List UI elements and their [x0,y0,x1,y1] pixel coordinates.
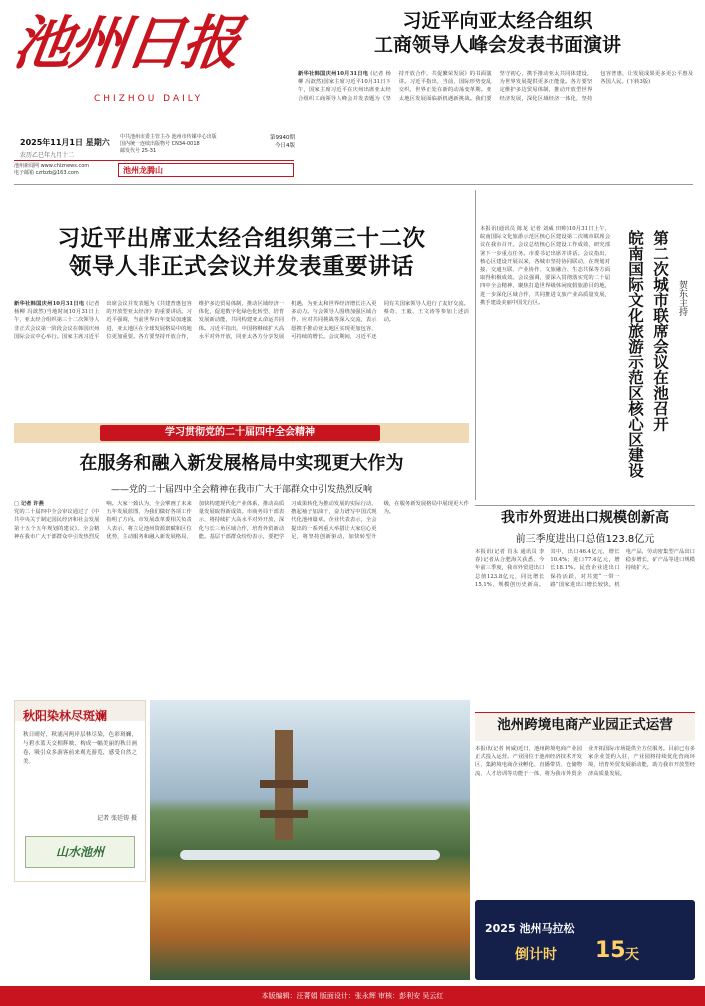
top-story-dateline: 新华社韩国庆州10月31日电 [298,71,369,77]
plenum-banner: 学习贯彻党的二十届四中全会精神 [100,425,380,441]
contact-info [14,163,114,177]
newspaper-logo: 池州日报 [9,9,243,77]
top-story [300,10,695,58]
email: 电子邮箱 czrbzb@163.com [14,170,79,176]
plenum-body: □ 记者 许燕 党的二十届四中全会审议通过了《中共中央关于制定国民经济和社会发展第十五个五年规划的建议》。全会精神在我市广大干部群众中引发热烈反响。大家一致认为，全会擘画了未来五年发展蓝图，为我们做好各项工作指明了方向。市发展改革委相关负责人表示，将立足池州资源禀赋和区位优势，主动服务和融入新发展格局，加快构建现代化产业体系，推动高质量发展取得新成效。市商务局干部表示，将持续扩大高水平对外开放，深化与长三角区域合作，培育外贸新动能。基层干部群众纷纷表示，要把学习成果转化为推动发展的实际行动，撸起袖子加油干，奋力谱写中国式现代化池州篇章。企业代表表示，全会提出的一系列重大举措让大家信心更足，将坚持创新驱动，加快转型升级，在服务新发展格局中展现更大作为。 [14,501,469,540]
section-divider [14,184,693,185]
trade-body: 本报讯(记者 肖永 通讯员 李春)记者从合肥海关获悉，今年前三季度，我市外贸进出口总值123.8亿元，同比增长15.1%，规模创历史新高。其中，出口46.4亿元，增长10.4%；进口77.4亿元，增长18.1%。民营企业进出口保持活跃，对共建“一带一路”国家进出口增长较快。机电产品、劳动密集型产品出口稳步增长，矿产品等进口规模持续扩大。 [475,549,695,588]
website: 池州新闻网 www.chiznews.com [14,163,90,169]
column-rule [475,190,476,500]
countdown-unit: 天 [625,947,639,963]
main-story-title-line1: 习近平出席亚太经合组织第三十二次 [57,226,426,252]
masthead [9,9,250,136]
countdown-days: 15 [595,938,626,963]
publisher: 中共池州市委主管主办 池州市传媒中心出版 [120,134,217,140]
plenum-subtitle: ——党的二十届四中全会精神在我市广大干部群众中引发热烈反响 [110,485,372,495]
page-count: 今日4版 [275,143,295,149]
issue-info [255,134,295,150]
top-story-title-line1: 习近平向亚太经合组织 [402,10,593,32]
post-code: 邮发代号 25-31 [120,148,157,154]
main-story-title-line2: 领导人非正式会议并发表重要讲话 [68,254,414,281]
countdown-label: 倒计时 [515,947,557,963]
main-story-body: 新华社韩国庆州10月31日电 (记者 杨柳 冯歆然)当地时间10月31日上午，亚太经合组织第三十二次领导人非正式会议第一阶段会议在韩国庆州国际会议中心举行。国家主席习近平出席会议并发表题为《共建普惠包容的开放型亚太经济》的重要讲话。习近平强调，当前世界百年变局加速演进，亚太地区在全球发展格局中的地位更加重要。各方要坚持开放合作，维护多边贸易体制，推动区域经济一体化，促进数字化绿色化转型，培育发展新动能，共同构建亚太命运共同体。习近平指出，中国将继续扩大高水平对外开放，同亚太各方分享发展机遇，为亚太和世界经济增长注入更多动力。与会领导人围绕加强区域合作、应对共同挑战等深入交流，表示愿携手推动亚太地区实现更加包容、可持续的增长。会议期间，习近平还同有关国家领导人进行了友好交流。蔡奇、王毅、王文涛等参加上述活动。 [14,301,469,340]
masthead-rule [14,160,294,161]
logo-mark: 山水池州 [25,836,135,868]
plenum-title: 在服务和融入新发展格局中实现更大作为 [79,453,404,474]
countdown-event: 2025 池州马拉松 [485,922,575,935]
photo-caption-credit: 记者 张廷铸 摄 [97,815,137,822]
trade-divider [475,505,695,506]
wechat-banner: 池州龙腾山 [118,163,294,177]
autumn-landscape-photo [150,700,470,980]
photo-caption-title: 秋阳染林尽斑斓 [23,709,108,723]
ecommerce-body: 本报讯(记者 何威)近日，池州跨境电商产业园正式投入运营。产业园位于池州经济技术开发区，集跨境电商企业孵化、直播带货、仓储物流、人才培训等功能于一体，将为我市外贸企业开拓国际市场提供全方位服务。目前已有多家企业签约入驻，产业园将持续优化营商环境，培育外贸发展新动能，助力我市开放型经济高质量发展。 [475,746,695,777]
trade-subtitle: 前三季度进出口总值123.8亿元 [515,534,655,545]
countdown-banner [475,900,695,980]
footer-bar: 本版编辑：汪菁娟 版面设计：张永辉 审核：彭利安 吴云红 [0,986,705,1006]
photo-caption-body: 秋日晴好，秋浦河两岸层林尽染，色彩斑斓，与碧水蓝天交相辉映，构成一幅美丽的秋日画卷，吸引众多游客前来观光游览，感受自然之美。 [23,732,137,765]
photo-caption-box [14,700,146,882]
main-story-dateline: 新华社韩国庆州10月31日电 [14,301,85,307]
top-story-title-line2: 工商领导人峰会发表书面演讲 [373,33,621,56]
top-story-body: 新华社韩国庆州10月31日电 (记者 杨柳 冯歆然)国家主席习近平10月31日下午，国家主席习近平在庆州出席亚太经合组织工商领导人峰会并发表题为《坚持开放合作，共促繁荣发展》的书面演讲。习近平指出，当前，国际形势变乱交织，世界正处在新的动荡变革期。亚太地区发展面临新机遇新挑战。我们要坚守初心，携手推动亚太共同体建设，为世界发展提供更多正能量。各方要坚定维护多边贸易体制，推动开放型世界经济发展，深化区域经济一体化，坚持包容普惠，让发展成果更多更公平惠及各国人民。(下转3版) [298,71,693,102]
main-story [14,225,469,281]
ecommerce-title: 池州跨境电商产业园正式运营 [497,717,673,733]
right-story-body: 本报讯(通讯员 陈龙 记者 刘威 田帅)10月31日上午，皖南国际文化旅游示范区核心区建设第二次城市联席会议在我市召开。会议总结核心区建设工作成效，研究部署下一步重点任务。市委书记出席并讲话。会议指出，核心区建设开展以来，各城市坚持协同联动，在规划对接、交通互联、产业协作、文旅融合、生态共保等方面取得积极成效。会议强调，要深入贯彻落实党的二十届四中全会精神，聚焦打造世界级休闲度假旅游目的地，进一步深化区域合作，共同推进文旅产业高质量发展，携手建设美丽中国先行区。 [480,226,610,306]
issue-number: 第9940期 [270,135,295,141]
cn-number: 国内统一连续出版物号 CN34-0018 [120,141,200,147]
right-story-title-col2: 第二次城市联席会议在池召开 [651,230,669,432]
trade-title: 我市外贸进出口规模创新高 [501,510,669,526]
plenum-byline: □ 记者 许燕 [14,501,44,507]
right-story-title-col1: 皖南国际文化旅游示范区核心区建设 [626,230,644,478]
lunar-date: 农历乙巳年九月十二 [20,152,75,159]
newspaper-logo-en: CHIZHOU DAILY [94,94,204,104]
right-story-host: 贺东主持 [677,280,687,316]
issue-date: 2025年11月1日 星期六 [20,138,110,147]
